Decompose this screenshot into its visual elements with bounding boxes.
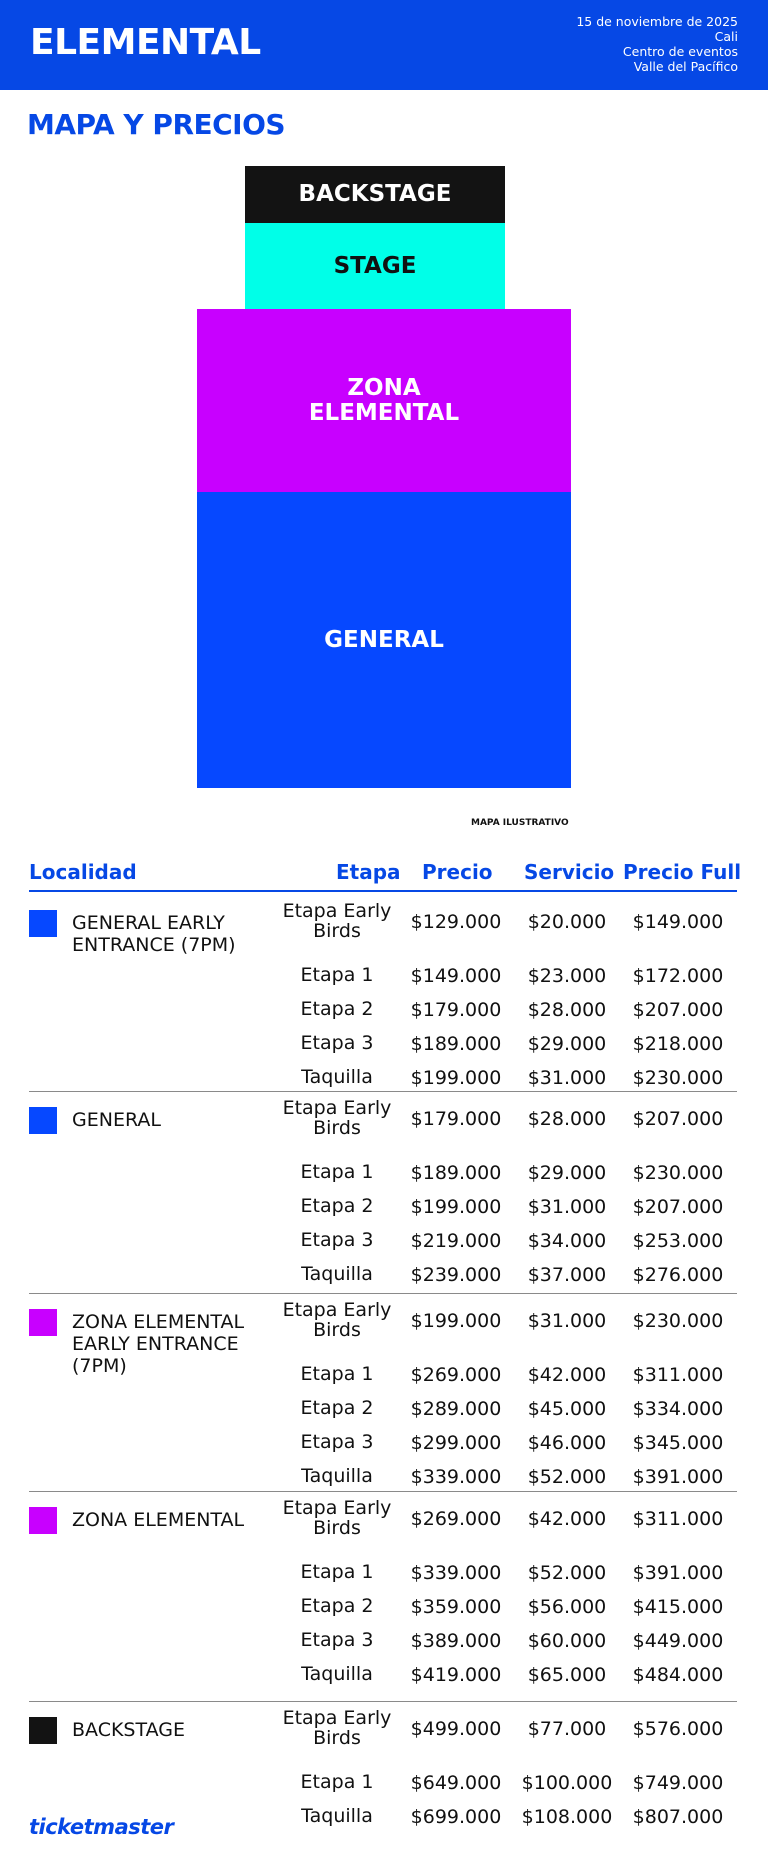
etapa-cell: Etapa 2 [300, 1595, 374, 1617]
map-zone-general: GENERAL [197, 492, 571, 788]
etapa-cell: Etapa Early Birds [282, 1497, 392, 1539]
precio-full-cell: $207.000 [632, 1108, 724, 1130]
ticketmaster-logo: ticketmaster [29, 1815, 174, 1839]
precio-cell: $359.000 [410, 1596, 502, 1618]
servicio-cell: $46.000 [527, 1432, 607, 1454]
map-zone-backstage: BACKSTAGE [245, 166, 505, 223]
price-group [29, 1091, 737, 1286]
etapa-cell: Etapa Early Birds [282, 900, 392, 942]
precio-cell: $179.000 [410, 1108, 502, 1130]
header-servicio: Servicio [524, 860, 615, 884]
etapa-cell: Etapa 3 [300, 1032, 374, 1054]
precio-cell: $199.000 [410, 1067, 502, 1089]
event-title: ELEMENTAL [30, 22, 261, 63]
etapa-cell: Etapa 1 [300, 1771, 374, 1793]
header-precio-full: Precio Full [623, 860, 742, 884]
precio-full-cell: $311.000 [632, 1364, 724, 1386]
servicio-cell: $42.000 [527, 1364, 607, 1386]
precio-full-cell: $334.000 [632, 1398, 724, 1420]
precio-full-cell: $484.000 [632, 1664, 724, 1686]
precio-full-cell: $207.000 [632, 1196, 724, 1218]
servicio-cell: $52.000 [527, 1562, 607, 1584]
etapa-cell: Taquilla [301, 1805, 373, 1827]
price-group [29, 1491, 737, 1686]
precio-full-cell: $230.000 [632, 1067, 724, 1089]
etapa-cell: Taquilla [301, 1663, 373, 1685]
precio-full-cell: $576.000 [632, 1718, 724, 1740]
etapa-cell: Etapa 1 [300, 1561, 374, 1583]
servicio-cell: $28.000 [527, 999, 607, 1021]
precio-cell: $699.000 [410, 1806, 502, 1828]
precio-cell: $499.000 [410, 1718, 502, 1740]
event-venue-line1: Centro de eventos [622, 44, 738, 59]
precio-cell: $299.000 [410, 1432, 502, 1454]
event-city: Cali [714, 29, 738, 44]
servicio-cell: $108.000 [521, 1806, 613, 1828]
section-title: MAPA Y PRECIOS [27, 108, 286, 141]
precio-full-cell: $311.000 [632, 1508, 724, 1530]
precio-cell: $339.000 [410, 1562, 502, 1584]
etapa-cell: Etapa 3 [300, 1431, 374, 1453]
precio-cell: $419.000 [410, 1664, 502, 1686]
map-note: MAPA ILUSTRATIVO [471, 818, 569, 828]
precio-full-cell: $207.000 [632, 999, 724, 1021]
etapa-cell: Etapa 3 [300, 1629, 374, 1651]
localidad-name: ZONA ELEMENTAL EARLY ENTRANCE (7PM) [72, 1311, 245, 1377]
zone-color-swatch [29, 1717, 57, 1744]
servicio-cell: $29.000 [527, 1033, 607, 1055]
precio-full-cell: $345.000 [632, 1432, 724, 1454]
precio-full-cell: $149.000 [632, 911, 724, 933]
map-zone-stage: STAGE [245, 223, 505, 309]
precio-cell: $339.000 [410, 1466, 502, 1488]
event-date: 15 de noviembre de 2025 [576, 14, 738, 29]
event-venue-line2: Valle del Pacífico [633, 59, 738, 74]
etapa-cell: Etapa Early Birds [282, 1707, 392, 1749]
zone-color-swatch [29, 1507, 57, 1534]
event-info [576, 14, 738, 74]
precio-cell: $269.000 [410, 1364, 502, 1386]
map-zone-elemental: ZONA ELEMENTAL [197, 309, 571, 492]
localidad-name: BACKSTAGE [72, 1719, 186, 1741]
etapa-cell: Etapa 1 [300, 1161, 374, 1183]
servicio-cell: $31.000 [527, 1067, 607, 1089]
precio-cell: $189.000 [410, 1162, 502, 1184]
etapa-cell: Etapa 1 [300, 964, 374, 986]
header-etapa: Etapa [336, 860, 401, 884]
price-table-header [29, 856, 742, 892]
precio-cell: $649.000 [410, 1772, 502, 1794]
precio-full-cell: $807.000 [632, 1806, 724, 1828]
precio-cell: $129.000 [410, 911, 502, 933]
servicio-cell: $56.000 [527, 1596, 607, 1618]
header-localidad: Localidad [29, 860, 137, 884]
etapa-cell: Taquilla [301, 1465, 373, 1487]
precio-cell: $389.000 [410, 1630, 502, 1652]
servicio-cell: $42.000 [527, 1508, 607, 1530]
zone-color-swatch [29, 1107, 57, 1134]
etapa-cell: Etapa 1 [300, 1363, 374, 1385]
etapa-cell: Etapa 2 [300, 1397, 374, 1419]
zone-color-swatch [29, 910, 57, 937]
etapa-cell: Etapa 3 [300, 1229, 374, 1251]
servicio-cell: $29.000 [527, 1162, 607, 1184]
precio-cell: $219.000 [410, 1230, 502, 1252]
price-group [29, 1293, 737, 1488]
header-precio: Precio [422, 860, 493, 884]
precio-cell: $179.000 [410, 999, 502, 1021]
precio-full-cell: $218.000 [632, 1033, 724, 1055]
localidad-name: GENERAL EARLY ENTRANCE (7PM) [72, 912, 236, 956]
precio-full-cell: $276.000 [632, 1264, 724, 1286]
precio-full-cell: $253.000 [632, 1230, 724, 1252]
localidad-name: ZONA ELEMENTAL [72, 1509, 245, 1531]
precio-full-cell: $449.000 [632, 1630, 724, 1652]
precio-cell: $199.000 [410, 1310, 502, 1332]
servicio-cell: $37.000 [527, 1264, 607, 1286]
localidad-name: GENERAL [72, 1109, 161, 1131]
etapa-cell: Taquilla [301, 1066, 373, 1088]
etapa-cell: Etapa 2 [300, 998, 374, 1020]
precio-cell: $239.000 [410, 1264, 502, 1286]
precio-full-cell: $391.000 [632, 1562, 724, 1584]
servicio-cell: $20.000 [527, 911, 607, 933]
etapa-cell: Etapa 2 [300, 1195, 374, 1217]
precio-cell: $149.000 [410, 965, 502, 987]
precio-cell: $269.000 [410, 1508, 502, 1530]
etapa-cell: Etapa Early Birds [282, 1299, 392, 1341]
servicio-cell: $60.000 [527, 1630, 607, 1652]
servicio-cell: $52.000 [527, 1466, 607, 1488]
precio-full-cell: $172.000 [632, 965, 724, 987]
precio-cell: $199.000 [410, 1196, 502, 1218]
servicio-cell: $45.000 [527, 1398, 607, 1420]
event-header [0, 0, 768, 90]
precio-full-cell: $391.000 [632, 1466, 724, 1488]
servicio-cell: $77.000 [527, 1718, 607, 1740]
zone-color-swatch [29, 1309, 57, 1336]
precio-full-cell: $415.000 [632, 1596, 724, 1618]
servicio-cell: $65.000 [527, 1664, 607, 1686]
etapa-cell: Taquilla [301, 1263, 373, 1285]
servicio-cell: $28.000 [527, 1108, 607, 1130]
servicio-cell: $34.000 [527, 1230, 607, 1252]
servicio-cell: $31.000 [527, 1310, 607, 1332]
precio-full-cell: $749.000 [632, 1772, 724, 1794]
servicio-cell: $23.000 [527, 965, 607, 987]
precio-cell: $189.000 [410, 1033, 502, 1055]
servicio-cell: $100.000 [521, 1772, 613, 1794]
precio-full-cell: $230.000 [632, 1310, 724, 1332]
servicio-cell: $31.000 [527, 1196, 607, 1218]
precio-full-cell: $230.000 [632, 1162, 724, 1184]
etapa-cell: Etapa Early Birds [282, 1097, 392, 1139]
precio-cell: $289.000 [410, 1398, 502, 1420]
